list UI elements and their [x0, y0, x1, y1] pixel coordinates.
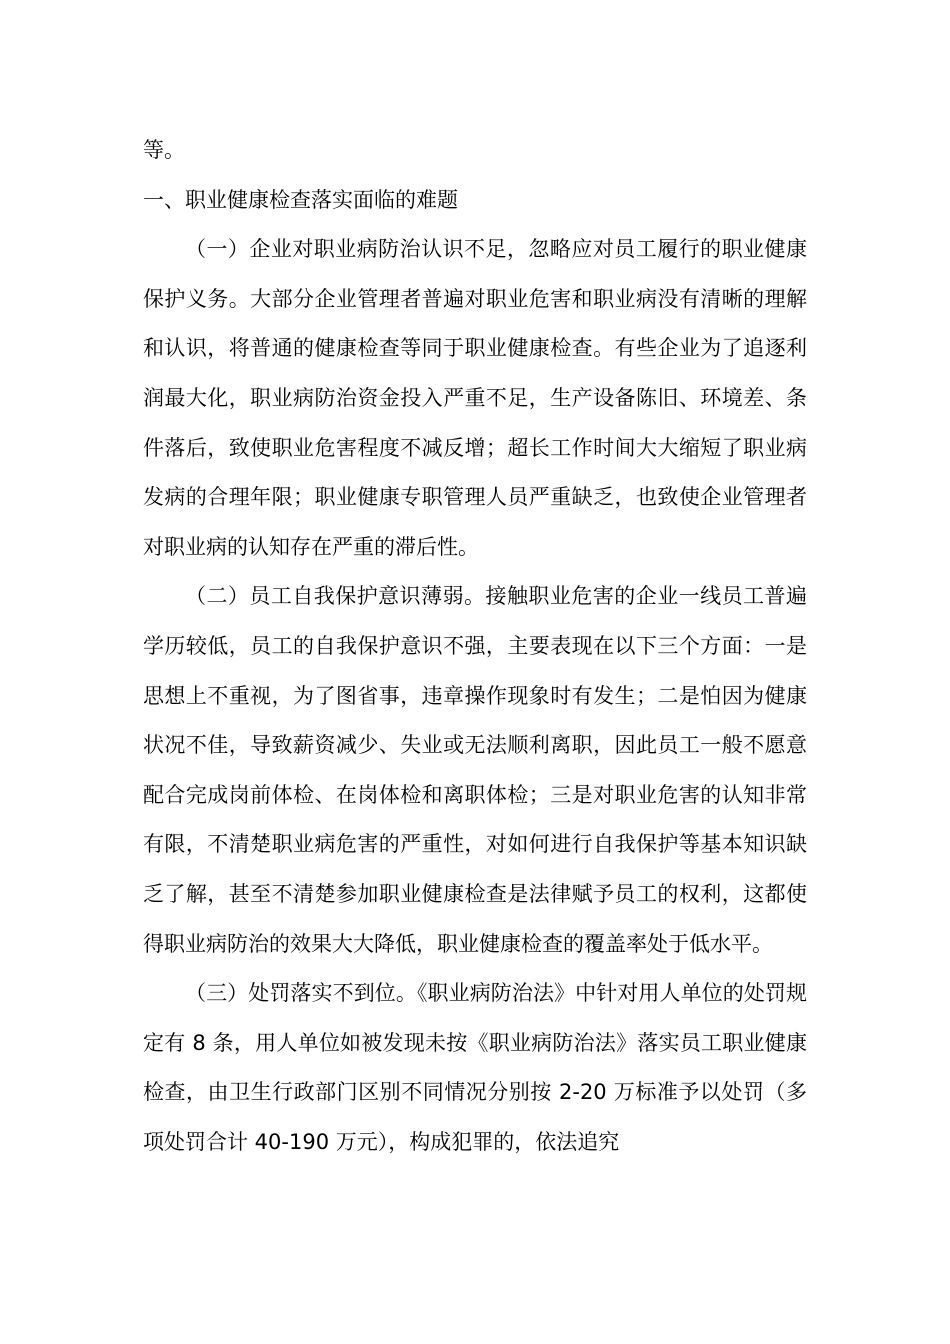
continuation-text: 等。 — [143, 138, 185, 162]
section-heading: 一、职业健康检查落实面临的难题 — [143, 187, 458, 212]
paragraph-1: （一）企业对职业病防治认识不足，忽略应对员工履行的职业健康保护义务。大部分企业管理者普遍对职业危害和职业病没有清晰的理解和认识，将普通的健康检查等同于职业健康检查。有些企业为了追逐利润最大化，职业病防治资金投入严重不足，生产设备陈旧、环境差、条件落后，致使职业危害程度不减反增；超长工作时间大大缩短了职业病发病的合理年限；职业健康专职管理人员严重缺乏，也致使企业管理者对职业病的认知存在严重的滞后性。 — [143, 237, 807, 559]
paragraph-3: （三）处罚落实不到位。《职业病防治法》中针对用人单位的处罚规定有 8 条，用人单位如被发现未按《职业病防治法》落实员工职业健康检查，由卫生行政部门区别不同情况分别按 2-20 万标准予以处罚（多项处罚合计 40-190 万元），构成犯罪的，依法追究 — [143, 981, 807, 1154]
paragraph-2: （二）员工自我保护意识薄弱。接触职业危害的企业一线员工普遍学历较低，员工的自我保护意识不强，主要表现在以下三个方面：一是思想上不重视，为了图省事，违章操作现象时有发生；二是怕因为健康状况不佳，导致薪资减少、失业或无法顺利离职，因此员工一般不愿意配合完成岗前体检、在岗体检和离职体检；三是对职业危害的认知非常有限，不清楚职业病危害的严重性，对如何进行自我保护等基本知识缺乏了解，甚至不清楚参加职业健康检查是法律赋予员工的权利，这都使得职业病防治的效果大大降低，职业健康检查的覆盖率处于低水平。 — [143, 584, 807, 956]
document-body — [143, 126, 807, 1167]
